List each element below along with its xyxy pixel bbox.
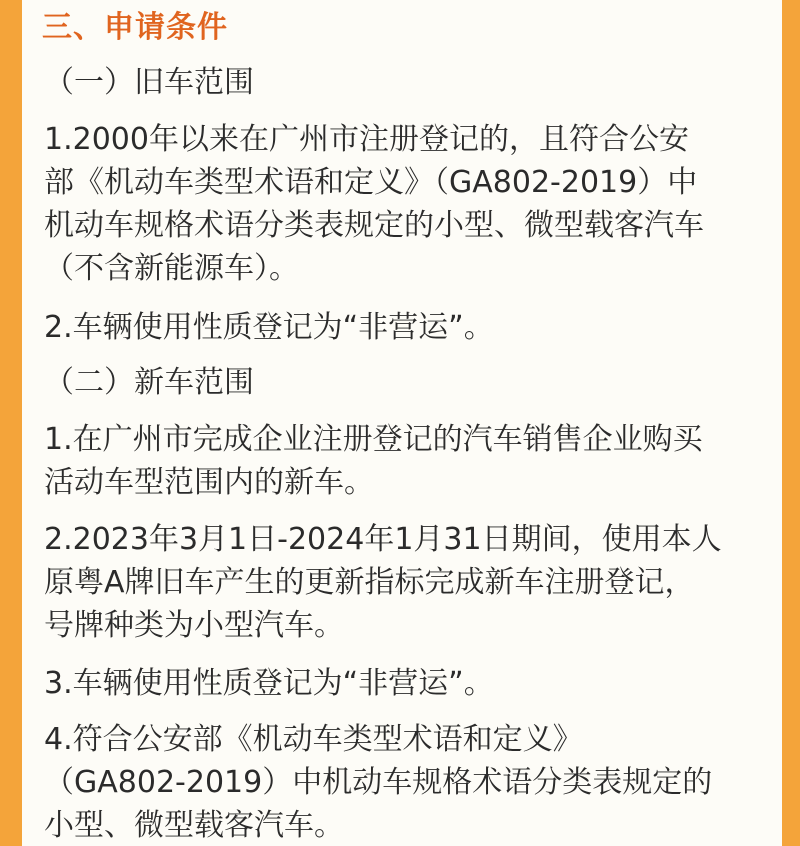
- new-car-item-4: [44, 718, 769, 846]
- text-line: 3.车辆使用性质登记为“非营运”。: [44, 666, 494, 701]
- text-line: 1.2000年以来在广州市注册登记的，且符合公安: [44, 122, 689, 157]
- text-line: 2.车辆使用性质登记为“非营运”。: [44, 310, 494, 345]
- text-line: 原粤A牌旧车产生的更新指标完成新车注册登记，: [44, 565, 695, 600]
- section-title: 三、申请条件: [42, 10, 228, 45]
- new-car-item-3: [44, 662, 769, 705]
- text-line: 1.在广州市完成企业注册登记的汽车销售企业购买: [44, 422, 703, 457]
- text-line: 机动车规格术语分类表规定的小型、微型载客汽车: [44, 208, 704, 243]
- text-line: （不含新能源车）。: [44, 251, 299, 286]
- text-line: （GA802-2019）中机动车规格术语分类表规定的: [44, 765, 713, 800]
- old-car-item-2: [44, 306, 769, 349]
- new-car-item-1: [44, 418, 769, 504]
- text-line: 2.2023年3月1日-2024年1月31日期间，使用本人: [44, 522, 722, 557]
- old-car-heading: （一）旧车范围: [44, 65, 254, 100]
- old-car-item-1: [44, 118, 769, 290]
- content-card: [22, 0, 782, 846]
- new-car-heading: （二）新车范围: [44, 365, 254, 400]
- text-line: 号牌种类为小型汽车。: [44, 608, 344, 643]
- text-line: 活动车型范围内的新车。: [44, 465, 374, 500]
- new-car-item-2: [44, 518, 769, 647]
- text-line: 小型、微型载客汽车。: [44, 808, 344, 843]
- text-line: 部《机动车类型术语和定义》（GA802-2019）中: [44, 165, 698, 200]
- text-line: 4.符合公安部《机动车类型术语和定义》: [44, 722, 583, 757]
